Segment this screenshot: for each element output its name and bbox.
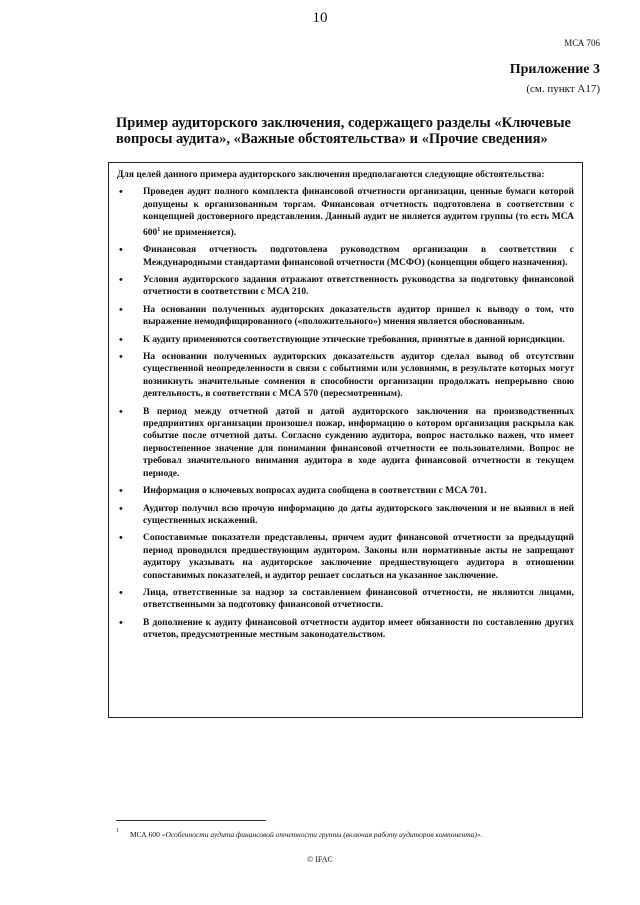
list-item-text: Финансовая отчетность подготовлена руководством организации в соответствии с Международными стандартами финансовой отчетности (МСФО) (концепция общего назначения). bbox=[143, 245, 574, 268]
bullet-icon: • bbox=[119, 586, 123, 599]
bullet-icon: • bbox=[119, 186, 123, 199]
bullet-icon: • bbox=[119, 333, 123, 346]
bullet-icon: • bbox=[119, 485, 123, 498]
list-item-text: К аудиту применяются соответствующие этические требования, принятые в данной юрисдикции. bbox=[143, 334, 565, 345]
footnote bbox=[116, 830, 586, 839]
footnote-mark: 1 bbox=[116, 828, 119, 834]
appendix-reference: (см. пункт А17) bbox=[526, 83, 600, 95]
list-item-text: В дополнение к аудиту финансовой отчетности аудитор имеет обязанности по составлению других отчетов, предусмотренные местным законодательством. bbox=[143, 617, 574, 641]
list-item bbox=[117, 274, 574, 299]
appendix-title: Приложение 3 bbox=[509, 62, 600, 77]
footnote-code: МСА 600 bbox=[130, 830, 160, 839]
bullet-icon: • bbox=[119, 502, 123, 515]
list-item-text: Условия аудиторского задания отражают ответственность руководства за подготовку финансовой отчетности в соответствии с МСА 210. bbox=[143, 275, 574, 298]
list-item bbox=[117, 186, 574, 239]
list-item bbox=[117, 503, 574, 528]
bullet-icon: • bbox=[119, 274, 123, 286]
list-item-text: Информация о ключевых вопросах аудита сообщена в соответствии с МСА 701. bbox=[143, 486, 487, 497]
list-item bbox=[117, 304, 574, 329]
bullet-icon: • bbox=[119, 303, 123, 316]
list-item-text: В период между отчетной датой и датой аудиторского заключения на производственных предприятиях организации произошел пожар, информацию о котором организация раскрыла как событие после отчетной даты. Согласно суждению аудитора, вопрос настолько важен, что имеет первостепенное значение для понимания финансовой отчетности ее пользователями. Вопрос не требовал значительного внимания аудитора в ходе аудита финансовой отчетности в текущем периоде. bbox=[143, 406, 574, 479]
bullet-icon: • bbox=[119, 405, 123, 418]
list-item-text: На основании полученных аудиторских доказательств аудитор сделал вывод об отсутствии существенной неопределенности в связи с событиями или условиями, в результате которых могут возникнуть значительные сомнения в способности организации продолжать непрерывно свою деятельность, в соответствии с МСА 570 (пересмотренным). bbox=[143, 352, 574, 400]
list-item bbox=[117, 617, 574, 642]
footnote-divider bbox=[116, 820, 266, 821]
list-item bbox=[117, 351, 574, 401]
list-item-text: Проведен аудит полного комплекта финансовой отчетности организации, ценные бумаги которой допущены к организованным торгам. Финансовая отчетность подготовлена в соответствии с концепцией достоверного представления. Данный аудит не является аудитом группы (то есть МСА 600 bbox=[143, 187, 574, 238]
assumptions-box bbox=[108, 162, 583, 718]
list-item bbox=[117, 532, 574, 582]
list-item bbox=[117, 334, 574, 346]
list-item bbox=[117, 587, 574, 612]
bullet-icon: • bbox=[119, 532, 123, 545]
list-item-text: Лица, ответственные за надзор за составлением финансовой отчетности, не являются лицами, ответственными за подготовку финансовой отчетности. bbox=[143, 587, 574, 611]
assumptions-intro: Для целей данного примера аудиторского заключения предполагаются следующие обстоятельства: bbox=[117, 170, 545, 180]
list-item bbox=[117, 485, 574, 497]
page-number: 10 bbox=[312, 10, 328, 26]
list-item bbox=[117, 406, 574, 480]
page-title: Пример аудиторского заключения, содержащего разделы «Ключевые вопросы аудита», «Важные обстоятельства» и «Прочие сведения» bbox=[116, 115, 571, 147]
list-item-text: Аудитор получил всю прочую информацию до даты аудиторского заключения и не выявил в ней существенных искажений. bbox=[143, 503, 574, 526]
footnote-ref: 1 bbox=[157, 226, 161, 233]
assumptions-list bbox=[117, 186, 574, 641]
copyright: © IFAC bbox=[307, 855, 333, 864]
list-item bbox=[117, 244, 574, 269]
bullet-icon: • bbox=[119, 351, 123, 364]
bullet-icon: • bbox=[119, 616, 123, 629]
list-item-text: На основании полученных аудиторских доказательств аудитор пришел к выводу о том, что выражение немодифицированного («положительного») мнения является обоснованным. bbox=[143, 304, 574, 328]
document-code: МСА 706 bbox=[564, 38, 600, 48]
bullet-icon: • bbox=[119, 244, 123, 257]
list-item-text: Сопоставимые показатели представлены, причем аудит финансовой отчетности за предыдущий период проводился предшествующим аудитором. Законы или нормативные акты не запрещают аудитору указывать на аудиторское заключение предшествующего аудитора в отношении сопоставимых показателей, и аудитор решает сослаться на указанное заключение. bbox=[143, 533, 574, 581]
footnote-text: «Особенности аудита финансовой отчетности группы (включая работу аудиторов компонента)». bbox=[161, 830, 483, 839]
list-item-text-cont: не применяется). bbox=[160, 227, 237, 238]
